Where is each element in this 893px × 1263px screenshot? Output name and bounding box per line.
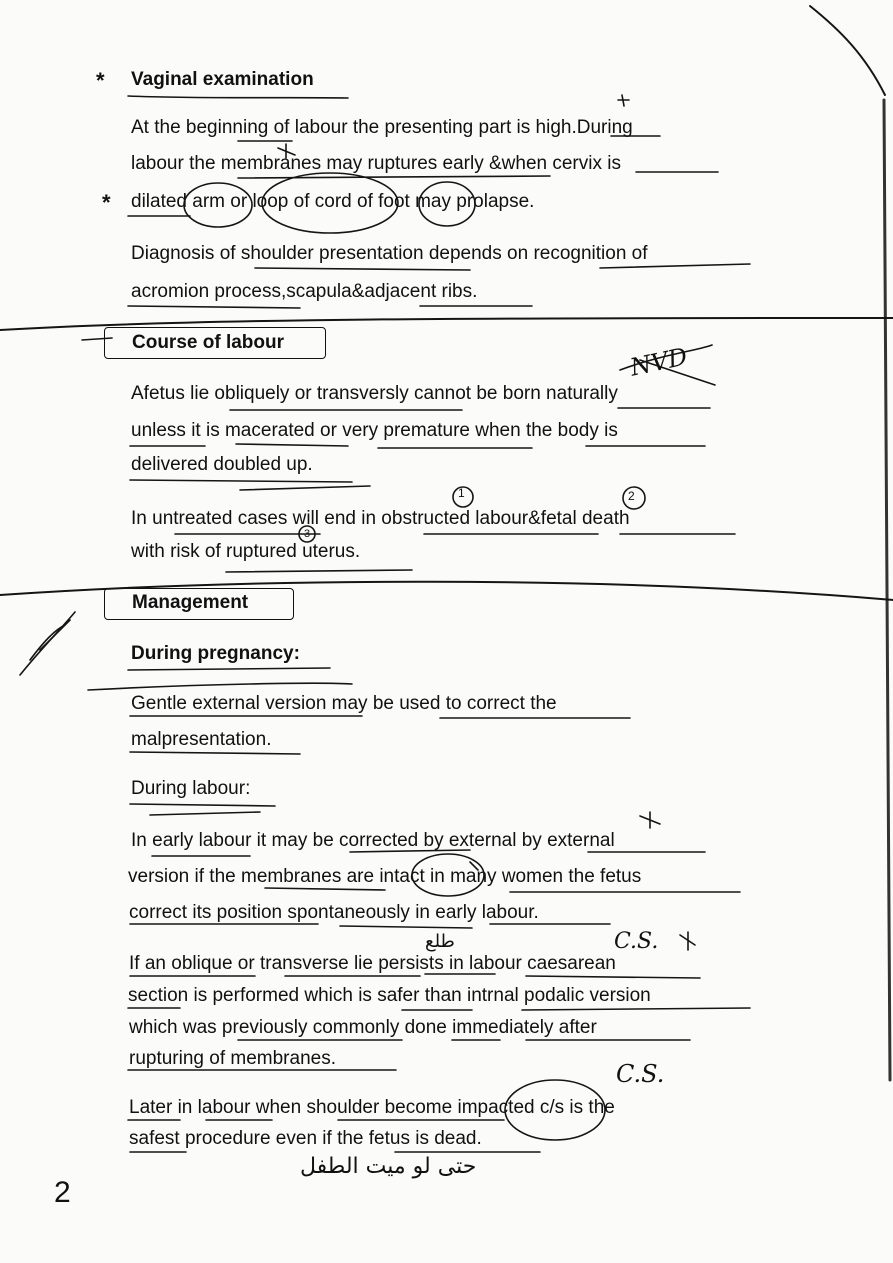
heading-during-labour: During labour: [131,778,251,799]
handwritten-arabic-note: حتى لو ميت الطفل [300,1154,477,1179]
text-line: In early labour it may be corrected by external by external [131,830,615,851]
heading-vaginal-examination: Vaginal examination [131,69,314,90]
handwritten-nvd-crossed: NVD [627,342,690,382]
text-line: safest procedure even if the fetus is dead. [129,1128,482,1149]
text-line: Later in labour when shoulder become impacted c/s is the [129,1097,615,1118]
text-line: If an oblique or transverse lie persists in labour caesarean [129,953,616,974]
text-line: acromion process,scapula&adjacent ribs. [131,281,478,302]
heading-management: Management [132,592,249,613]
text-line: At the beginning of labour the presenting part is high.During [131,117,633,138]
handwritten-cs-note: C.S. [614,929,659,954]
circled-number: 1 [458,486,465,500]
text-line: Diagnosis of shoulder presentation depends on recognition of [131,243,648,264]
star-mark: * [96,68,105,93]
page-number: 2 [54,1176,71,1209]
text-line: dilated arm or loop of cord of foot may prolapse. [131,191,535,212]
text-line: which was previously commonly done immediately after [129,1017,597,1038]
circled-number: 2 [628,489,635,503]
text-line: with risk of ruptured uterus. [131,541,361,562]
text-line: labour the membranes may ruptures early &when cervix is [131,153,621,174]
text-line: section is performed which is safer than intrnal podalic version [128,985,651,1006]
text-line: malpresentation. [131,729,272,750]
star-mark: * [102,190,111,215]
handwritten-arabic-note: طلع [425,931,455,952]
circled-number: 3 [304,528,311,540]
text-line: Gentle external version may be used to correct the [131,693,557,714]
text-line: correct its position spontaneously in early labour. [129,902,539,923]
handwritten-cs-note: C.S. [616,1060,665,1088]
text-line: version if the membranes are intact in many women the fetus [128,866,642,887]
text-line: Afetus lie obliquely or transversly cannot be born naturally [131,383,618,404]
text-line: rupturing of membranes. [129,1048,336,1069]
text-line: In untreated cases will end in obstructed labour&fetal death [131,508,630,529]
heading-during-pregnancy: During pregnancy: [131,643,300,664]
text-line: delivered doubled up. [131,454,313,475]
text-line: unless it is macerated or very premature when the body is [131,420,618,441]
heading-course-of-labour: Course of labour [132,332,285,353]
